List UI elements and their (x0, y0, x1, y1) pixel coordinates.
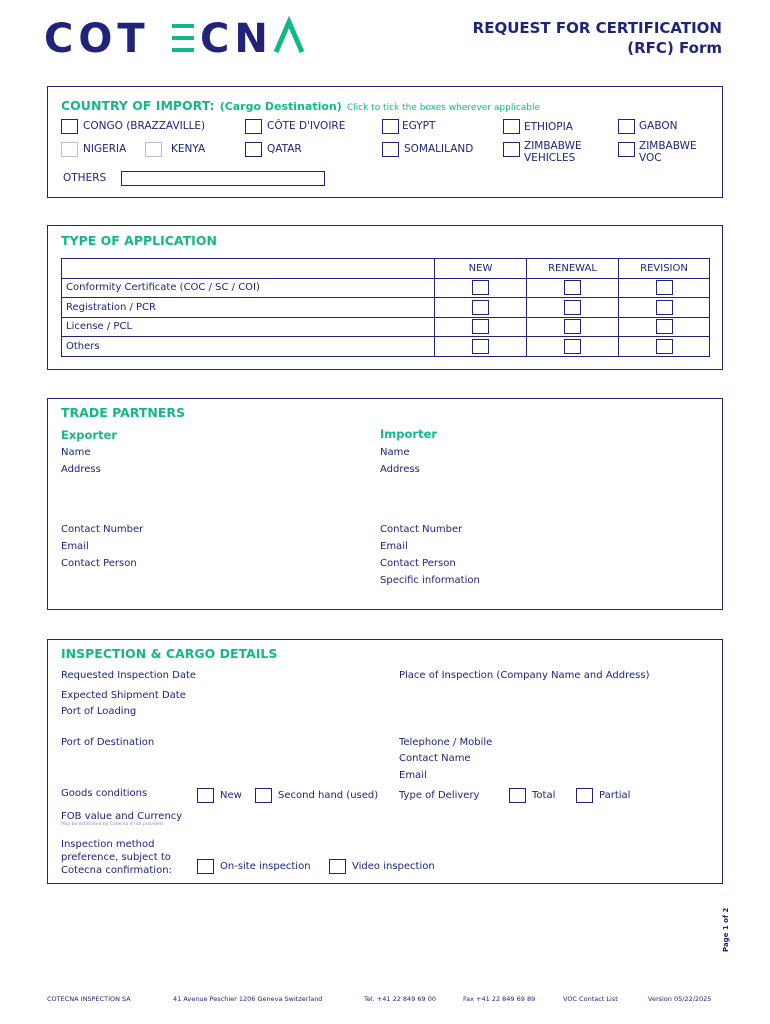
checkbox-goods-second-hand[interactable] (255, 788, 272, 803)
checkbox-gabon[interactable] (618, 119, 635, 134)
checkbox-ethiopia[interactable] (503, 119, 520, 134)
method-label-2: preference, subject to (61, 852, 171, 863)
label-zimbabwe-vehicles-1: ZIMBABWE (524, 140, 582, 152)
checkbox-goods-new[interactable] (197, 788, 214, 803)
goods-new-label: New (220, 790, 242, 801)
footer-address: 41 Avenue Peschier 1206 Geneva Switzerland (173, 995, 323, 1003)
country-title (61, 95, 540, 114)
col-new: NEW (435, 259, 527, 279)
partners-title: TRADE PARTNERS (61, 405, 185, 420)
checkbox-video[interactable] (329, 859, 346, 874)
importer-contact-person-label: Contact Person (380, 558, 456, 569)
label-cote-divoire: CÔTE D'IVOIRE (267, 120, 346, 132)
row-label-others: Others (62, 337, 435, 357)
port-destination-label: Port of Destination (61, 737, 155, 748)
label-gabon: GABON (639, 120, 678, 132)
checkbox-egypt[interactable] (382, 119, 399, 134)
application-header-row (62, 259, 710, 279)
checkbox-delivery-partial[interactable] (576, 788, 593, 803)
table-row (62, 337, 710, 357)
goods-conditions-label: Goods conditions (61, 788, 148, 799)
importer-email-label: Email (380, 541, 408, 552)
label-nigeria: NIGERIA (83, 143, 127, 155)
label-congo: CONGO (BRAZZAVILLE) (83, 120, 206, 132)
checkbox-nigeria[interactable] (61, 142, 78, 157)
method-label-3: Cotecna confirmation: (61, 865, 172, 876)
label-zimbabwe-vehicles-2: VEHICLES (524, 152, 576, 164)
video-label: Video inspection (352, 861, 435, 872)
table-row (62, 317, 710, 337)
importer-heading: Importer (380, 427, 438, 441)
checkbox-others-renewal[interactable] (564, 339, 581, 354)
checkbox-registration-revision[interactable] (656, 300, 673, 315)
footer-company: COTECNA INSPECTION SA (47, 995, 131, 1003)
col-renewal: RENEWAL (527, 259, 619, 279)
checkbox-onsite[interactable] (197, 859, 214, 874)
method-label (61, 838, 172, 877)
inspection-title: INSPECTION & CARGO DETAILS (61, 646, 278, 661)
port-loading-label: Port of Loading (61, 706, 137, 717)
label-egypt: EGYPT (402, 120, 436, 132)
table-row (62, 298, 710, 318)
form-title-line1: REQUEST FOR CERTIFICATION (472, 19, 722, 37)
exporter-heading: Exporter (61, 428, 118, 442)
delivery-total-label: Total (532, 790, 556, 801)
others-input[interactable] (121, 171, 325, 186)
form-title-line2: (RFC) Form (627, 39, 722, 57)
onsite-label: On-site inspection (220, 861, 311, 872)
checkbox-cote-divoire[interactable] (245, 119, 262, 134)
footer-fax: Fax +41 22 849 69 89 (463, 995, 536, 1003)
fob-note: May be estimated by Cotecna if not provided (61, 822, 163, 827)
checkbox-others-new[interactable] (472, 339, 489, 354)
footer-tel: Tel. +41 22 849 69 00 (364, 995, 437, 1003)
cotecna-logo (44, 16, 304, 56)
label-qatar: QATAR (267, 143, 302, 155)
checkbox-license-revision[interactable] (656, 319, 673, 334)
goods-second-label: Second hand (used) (278, 790, 379, 801)
importer-specific-info-label: Specific information (380, 575, 480, 586)
footer-contact-list-link[interactable]: VOC Contact List (563, 995, 618, 1003)
label-others: OTHERS (63, 172, 107, 184)
label-zimbabwe-voc-1: ZIMBABWE (639, 140, 697, 152)
checkbox-license-new[interactable] (472, 319, 489, 334)
checkbox-zimbabwe-vehicles[interactable] (503, 142, 520, 157)
row-label-coc: Conformity Certificate (COC / SC / COI) (62, 278, 435, 298)
inspection-email-label: Email (399, 770, 427, 781)
application-table (61, 258, 710, 357)
country-title-sub: (Cargo Destination) (219, 100, 342, 113)
footer-version: Version 05/22/2025 (648, 995, 712, 1003)
exporter-address-label: Address (61, 464, 101, 475)
checkbox-license-renewal[interactable] (564, 319, 581, 334)
checkbox-qatar[interactable] (245, 142, 262, 157)
method-label-1: Inspection method (61, 839, 155, 850)
checkbox-registration-new[interactable] (472, 300, 489, 315)
country-hint: Click to tick the boxes wherever applicable (346, 103, 541, 113)
application-title: TYPE OF APPLICATION (61, 233, 217, 248)
shipment-date-label: Expected Shipment Date (61, 690, 186, 701)
checkbox-delivery-total[interactable] (509, 788, 526, 803)
type-delivery-label: Type of Delivery (399, 790, 480, 801)
exporter-email-label: Email (61, 541, 89, 552)
table-row (62, 278, 710, 298)
label-ethiopia: ETHIOPIA (524, 121, 573, 133)
row-label-registration: Registration / PCR (62, 298, 435, 318)
fob-label: FOB value and Currency (61, 811, 183, 822)
exporter-contact-number-label: Contact Number (61, 524, 144, 535)
label-zimbabwe-vehicles (524, 140, 582, 164)
delivery-partial-label: Partial (599, 790, 631, 801)
logo-text: COT (44, 16, 150, 56)
label-zimbabwe-voc (639, 140, 697, 164)
place-of-inspection-label: Place of Inspection (Company Name and Address) (399, 670, 650, 681)
svg-text:CN: CN (200, 16, 273, 56)
label-zimbabwe-voc-2: VOC (639, 152, 662, 164)
requested-date-label: Requested Inspection Date (61, 670, 197, 681)
row-label-license: License / PCL (62, 317, 435, 337)
checkbox-kenya[interactable] (145, 142, 162, 157)
col-revision: REVISION (619, 259, 710, 279)
footer (47, 995, 723, 1007)
checkbox-others-revision[interactable] (656, 339, 673, 354)
importer-address-label: Address (380, 464, 420, 475)
exporter-contact-person-label: Contact Person (61, 558, 137, 569)
label-kenya: KENYA (171, 143, 206, 155)
checkbox-somaliland[interactable] (382, 142, 399, 157)
importer-name-label: Name (380, 447, 410, 458)
checkbox-coc-renewal[interactable] (564, 280, 581, 295)
label-somaliland: SOMALILAND (404, 143, 474, 155)
checkbox-congo[interactable] (61, 119, 78, 134)
importer-contact-number-label: Contact Number (380, 524, 463, 535)
telephone-label: Telephone / Mobile (399, 737, 493, 748)
country-title-main: COUNTRY OF IMPORT: (61, 98, 215, 113)
page-number: Page 1 of 2 (722, 907, 730, 952)
contact-name-label: Contact Name (399, 753, 471, 764)
form-title (473, 18, 722, 58)
exporter-name-label: Name (61, 447, 91, 458)
checkbox-registration-renewal[interactable] (564, 300, 581, 315)
checkbox-coc-new[interactable] (472, 280, 489, 295)
checkbox-coc-revision[interactable] (656, 280, 673, 295)
checkbox-zimbabwe-voc[interactable] (618, 142, 635, 157)
